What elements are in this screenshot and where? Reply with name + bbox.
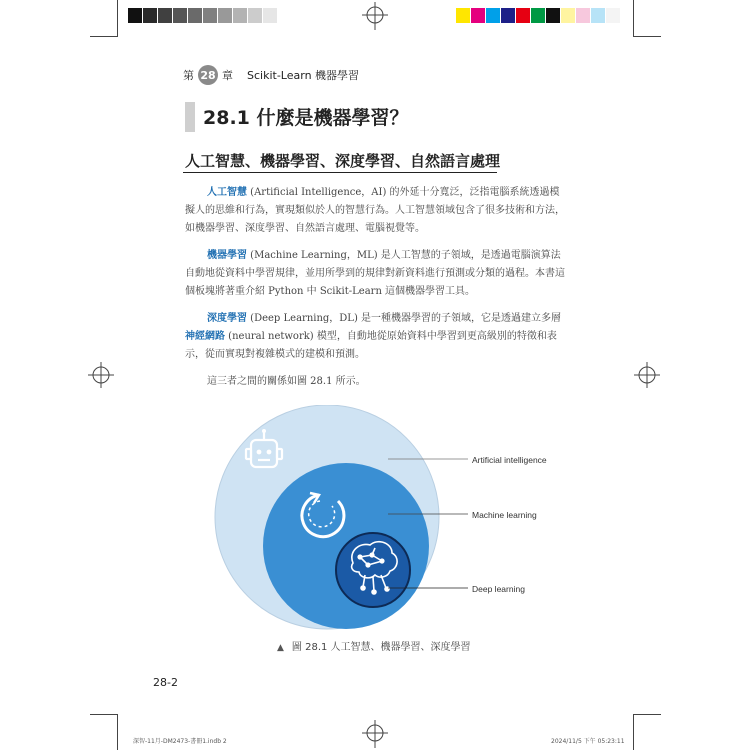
term-ml: 機器學習	[207, 250, 247, 261]
paragraph-text: (Deep Learning，DL) 是一種機器學習的子領域，它是透過建立多層	[247, 313, 562, 324]
paragraph-dl	[185, 310, 568, 364]
section-title: 28.1 什麼是機器學習？	[203, 107, 409, 129]
figure-caption	[277, 638, 471, 653]
label-artificial-intelligence: Artificial intelligence	[472, 455, 547, 465]
dl-circle	[336, 533, 410, 607]
paragraph-ai	[185, 184, 568, 238]
paragraph-figure-reference	[185, 373, 568, 391]
caption-text: 圖 28.1 人工智慧、機器學習、深度學習	[291, 642, 471, 653]
caption-triangle-icon: ▲	[277, 643, 284, 653]
paragraph-text: (neural network) 模型，自動地從原始資料中學習到更高級別的特徵和表示，從而實現對複雜模式的建模和預測。	[185, 331, 557, 360]
registration-mark-right	[634, 362, 660, 388]
subsection-title: 人工智慧、機器學習、深度學習、自然語言處理	[185, 152, 501, 170]
ai-ml-dl-diagram	[210, 405, 570, 630]
footer-timestamp: 2024/11/5 下午 05:23:11	[551, 738, 625, 745]
label-deep-learning: Deep learning	[472, 584, 525, 594]
paragraph-ml	[185, 247, 568, 301]
chapter-prefix: 第	[183, 69, 194, 82]
paragraph-text: (Machine Learning，ML) 是人工智慧的子領域，是透過電腦演算法自動地從資料中學習規律，並用所學到的規律對新資料進行預測或分類的過程。本書這個板塊將著重介紹 Python 中 Scikit-Learn 這個機器學習工具。	[185, 250, 565, 297]
chapter-suffix: 章	[222, 69, 233, 82]
running-header	[183, 63, 359, 87]
label-machine-learning: Machine learning	[472, 510, 537, 520]
page-number: 28-2	[153, 676, 178, 689]
term-neural-network: 神經網路	[185, 331, 225, 342]
chapter-number-badge: 28	[198, 65, 218, 85]
subsection-underline	[183, 172, 497, 173]
term-ai: 人工智慧	[207, 187, 247, 198]
chapter-title: Scikit-Learn 機器學習	[247, 69, 360, 82]
registration-mark-bottom	[362, 720, 388, 748]
term-dl: 深度學習	[207, 313, 247, 324]
section-marker-bar	[185, 102, 195, 132]
registration-mark-left	[88, 362, 114, 388]
paragraph-text: 這三者之間的關係如圖 28.1 所示。	[207, 376, 366, 387]
registration-mark-top	[362, 2, 388, 30]
footer-file-info: 深智-11月-DM2473-書冊1.indb 2	[133, 738, 227, 745]
paragraph-text: (Artificial Intelligence，AI) 的外延十分寬泛，泛指電腦系統透過模擬人的思維和行為，實現類似於人的智慧行為。人工智慧領域包含了很多技術和方法，如機器學習、深度學習、自然語言處理、電腦視覺等。	[185, 187, 565, 234]
